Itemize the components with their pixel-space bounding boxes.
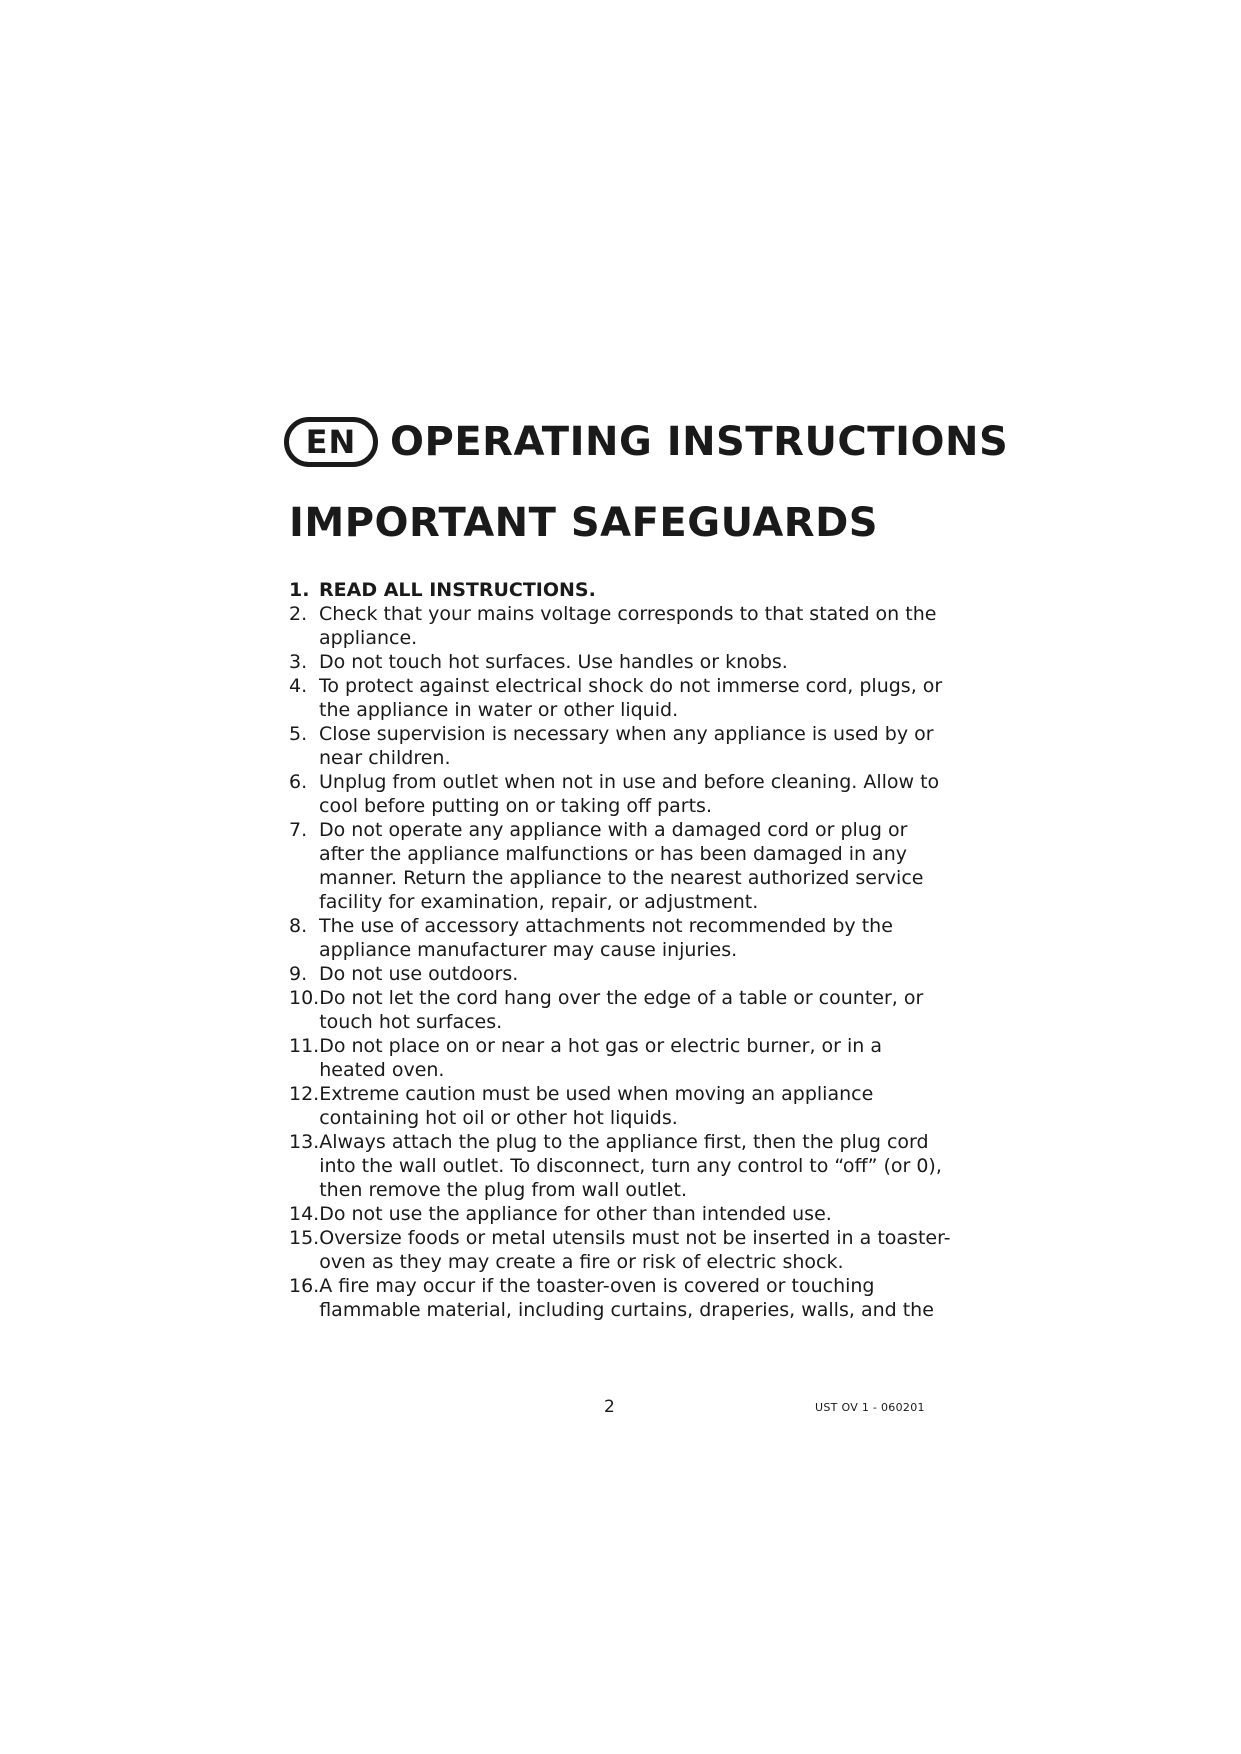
list-item — [289, 914, 969, 962]
list-item — [289, 770, 969, 818]
item-text: Do not use outdoors. — [319, 963, 519, 985]
item-number: 15. — [289, 1227, 320, 1249]
item-text: A fire may occur if the toaster-oven is covered or touching flammable material, including curtains, draperies, walls, and the — [319, 1275, 934, 1321]
item-text: Do not operate any appliance with a damaged cord or plug or after the appliance malfunctions or has been damaged in any manner. Return the appliance to the nearest authorized service facility for examination, repair, or adjustment. — [319, 819, 924, 913]
list-item — [289, 818, 969, 914]
section-header — [284, 410, 1008, 474]
list-item — [289, 1130, 969, 1202]
item-text: The use of accessory attachments not recommended by the appliance manufacturer may cause injuries. — [319, 915, 893, 961]
list-item — [289, 986, 969, 1034]
list-item — [289, 1034, 969, 1082]
language-badge: EN — [284, 417, 378, 467]
list-item — [289, 1274, 969, 1322]
page-title: IMPORTANT SAFEGUARDS — [289, 500, 879, 546]
item-text: Extreme caution must be used when moving an appliance containing hot oil or other hot liquids. — [319, 1083, 874, 1129]
list-item — [289, 962, 969, 986]
item-text: Check that your mains voltage corresponds to that stated on the appliance. — [319, 603, 937, 649]
list-item — [289, 578, 969, 602]
item-number: 10. — [289, 987, 320, 1009]
item-number: 13. — [289, 1131, 320, 1153]
page-number: 2 — [604, 1397, 615, 1417]
item-text: Do not let the cord hang over the edge of a table or counter, or touch hot surfaces. — [319, 987, 924, 1033]
item-number: 9. — [289, 963, 308, 985]
item-text: To protect against electrical shock do not immerse cord, plugs, or the appliance in water or other liquid. — [319, 675, 943, 721]
item-number: 8. — [289, 915, 308, 937]
item-number: 16. — [289, 1275, 320, 1297]
item-number: 5. — [289, 723, 308, 745]
list-item — [289, 722, 969, 770]
item-text: Do not place on or near a hot gas or electric burner, or in a heated oven. — [319, 1035, 883, 1081]
section-title: OPERATING INSTRUCTIONS — [390, 419, 1009, 465]
item-text: Do not use the appliance for other than intended use. — [319, 1203, 832, 1225]
item-text: READ ALL INSTRUCTIONS. — [319, 579, 596, 601]
list-item — [289, 674, 969, 722]
item-number: 4. — [289, 675, 308, 697]
list-item — [289, 650, 969, 674]
list-item — [289, 1226, 969, 1274]
item-number: 3. — [289, 651, 308, 673]
list-item — [289, 602, 969, 650]
item-number: 1. — [289, 579, 310, 601]
list-item — [289, 1202, 969, 1226]
item-number: 11. — [289, 1035, 320, 1057]
list-item — [289, 1082, 969, 1130]
item-number: 12. — [289, 1083, 320, 1105]
item-number: 14. — [289, 1203, 320, 1225]
item-text: Unplug from outlet when not in use and before cleaning. Allow to cool before putting on or taking off parts. — [319, 771, 940, 817]
safeguards-list — [289, 578, 969, 1322]
item-text: Oversize foods or metal utensils must not be inserted in a toaster- oven as they may create a fire or risk of electric shock. — [319, 1227, 951, 1273]
item-text: Do not touch hot surfaces. Use handles or knobs. — [319, 651, 788, 673]
item-number: 7. — [289, 819, 308, 841]
document-code: UST OV 1 - 060201 — [815, 1401, 925, 1414]
item-number: 2. — [289, 603, 308, 625]
item-text: Close supervision is necessary when any appliance is used by or near children. — [319, 723, 934, 769]
item-number: 6. — [289, 771, 308, 793]
item-text: Always attach the plug to the appliance first, then the plug cord into the wall outlet. To disconnect, turn any control to “off” (or 0), then remove the plug from wall outlet. — [319, 1131, 942, 1201]
